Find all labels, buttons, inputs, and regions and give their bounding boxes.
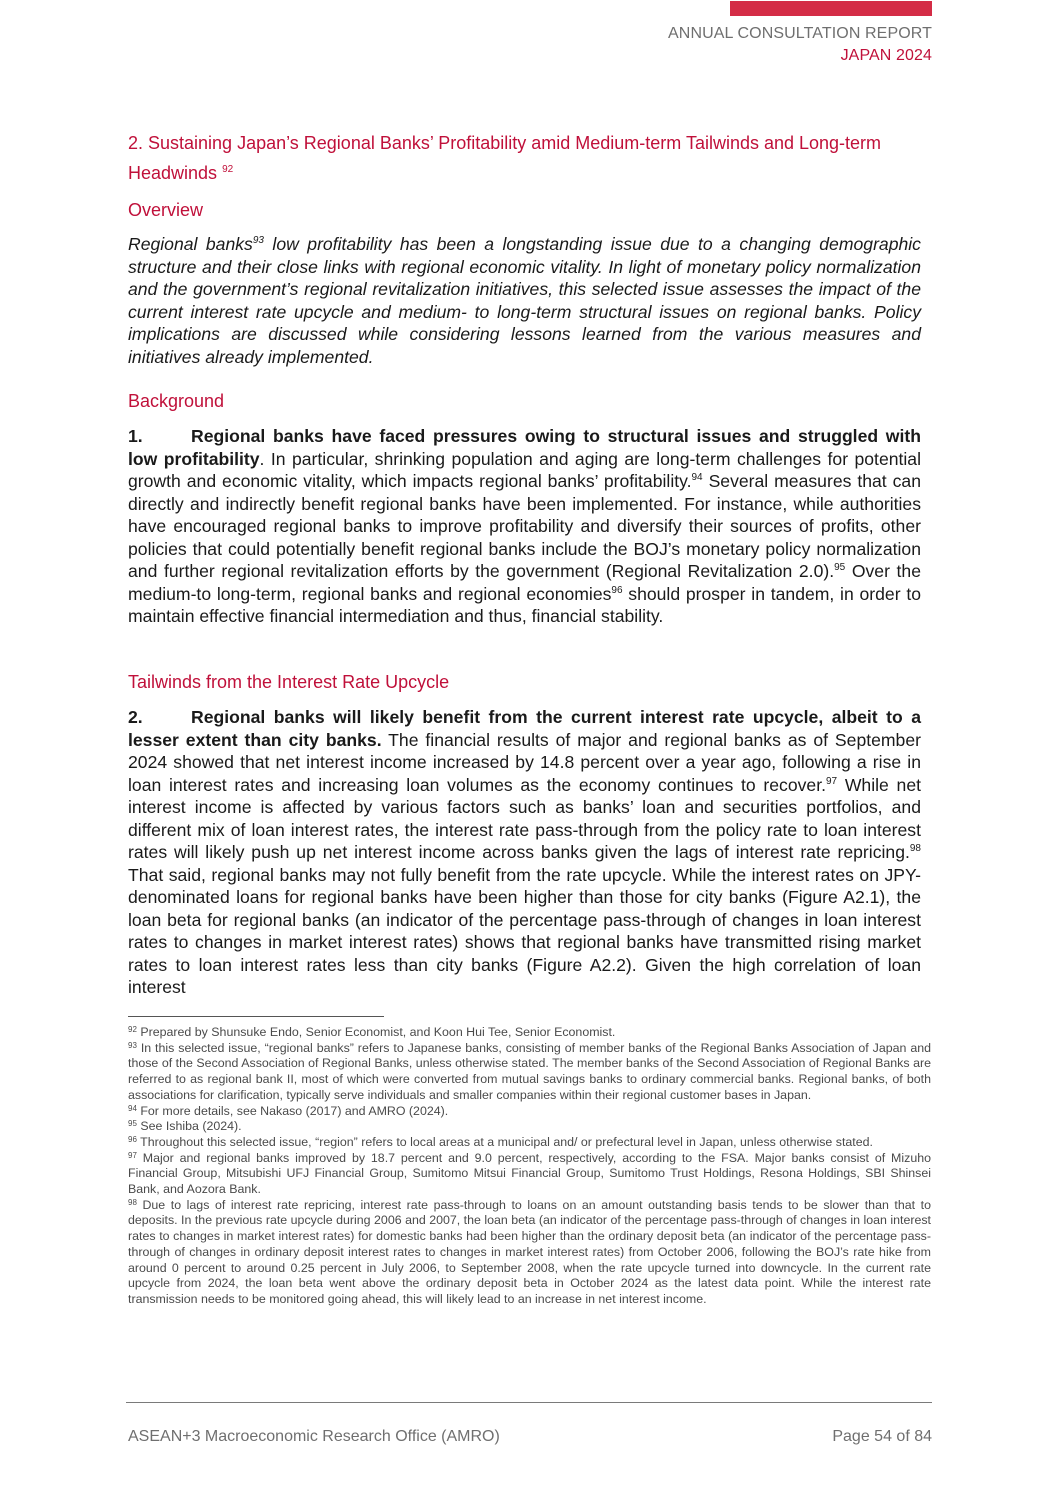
footnote-ref-92[interactable]: 92: [222, 164, 234, 175]
section-title-text: 2. Sustaining Japan’s Regional Banks’ Profitability amid Medium-term Tailwinds and Long-term Headwinds: [128, 133, 882, 183]
paragraph-lead: Regional banks will likely benefit from the current interest rate upcycle, albeit to a lesser extent than city banks.: [128, 707, 921, 750]
report-title: ANNUAL CONSULTATION REPORT: [668, 25, 932, 42]
footnote-95: $^{95}$ See Ishiba (2024).: [128, 1119, 242, 1134]
footnote-94: $^{94}$ For more details, see Nakaso (2017) and AMRO (2024).: [128, 1103, 449, 1118]
tailwinds-heading: Tailwinds from the Interest Rate Upcycle: [128, 672, 450, 692]
footnote-ref-93[interactable]: 93: [252, 235, 264, 246]
footnote-divider: [128, 1016, 384, 1017]
footnote-97: $^{97}$ Major and regional banks improved by 18.7 percent and 9.0 percent, respectively, according to the FSA. Major banks consist of Mizuho Financial Group, Mitsubishi UFJ Financial Group, Sumitomo Mitsui Financial Group, Sumitomo Trust Holdings, Resona Holdings, SBI Shinsei Bank, and Aozora Bank.: [128, 1150, 931, 1197]
footnote-ref-97[interactable]: 97: [825, 775, 838, 787]
footnote-92: $^{92}$ Prepared by Shunsuke Endo, Senior Economist, and Koon Hui Tee, Senior Economist.: [128, 1025, 616, 1039]
footnote-ref-98[interactable]: 98: [909, 843, 921, 854]
paragraph-lead: Regional banks have faced pressures owing to structural issues and struggled with low profitability: [128, 426, 921, 469]
footnote-98: $^{98}$ Due to lags of interest rate repricing, interest rate pass-through to loans on an amount outstanding basis tends to be slower than that to deposits. In the previous rate upcycle during 2006 and 2007, the loan beta (an indicator of the percentage pass-through of changes in loan interest rates to changes in market interest rates) for domestic banks had been higher than the ordinary deposit beta (an indicator of the percentage pass-through of changes in ordinary deposit interest rates to changes in market interest rates) from October 2006, following the BOJ’s rate hike from around 0 percent to around 0.25 percent in July 2006, to September 2008, when the rate upcycle turned into downcycle. In the current rate upcycle from 2024, the loan beta went above the ordinary deposit beta in October 2024 as the latest data point. While the interest rate transmission needs to be monitored going ahead, this will likely lead to an increase in net interest income.: [128, 1197, 931, 1306]
section-title: [128, 128, 921, 188]
report-country-year: JAPAN 2024: [840, 47, 932, 64]
footnote-ref-96[interactable]: 96: [611, 584, 623, 596]
background-heading: Background: [128, 391, 225, 411]
footer-organization: ASEAN+3 Macroeconomic Research Office (AMRO): [128, 1428, 500, 1445]
paragraph-number: 2.: [128, 707, 143, 727]
footnote-96: $^{96}$ Throughout this selected issue, “region” refers to local areas at a municipal and/ or prefectural level in Japan, unless otherwise stated.: [128, 1134, 873, 1149]
background-paragraph: 1. Regional banks have faced pressures owing to structural issues and struggled with low profitability. In particular, shrinking population and aging are long-term challenges for potential growth and economic vitality, which impacts regional banks’ profitability.$^{94}$ Several measures that can directly and indirectly benefit regional banks have been implemented. For instance, while authorities have encouraged regional banks to improve profitability and diversify their sources of profits, other policies that could potentially benefit regional banks include the BOJ’s monetary policy normalization and further regional revitalization efforts by the government (Regional Revitalization 2.0).$^{95}$ Over the medium-to long-term, regional banks and regional economies$^{96}$ should prosper in tandem, in order to maintain effective financial intermediation and thus, financial stability.: [128, 426, 922, 626]
footnote-ref-95[interactable]: 95: [834, 562, 846, 573]
header-accent-bar: [730, 1, 932, 16]
footer-divider: [126, 1402, 932, 1403]
page-number: Page 54 of 84: [832, 1428, 932, 1445]
footnotes: [128, 1025, 931, 1308]
overview-heading: Overview: [128, 200, 204, 220]
tailwinds-paragraph: 2. Regional banks will likely benefit from the current interest rate upcycle, albeit to a lesser extent than city banks. The financial results of major and regional banks as of September 2024 showed that net interest income increased by 14.8 percent over a year ago, following a rise in loan interest rates and increasing loan volumes as the economy continues to recover.$^{97}$ While net interest income is affected by various factors such as banks’ loan and securities portfolios, and different mix of loan interest rates, the interest rate pass-through from the policy rate to loan interest rates will likely push up net interest income across banks given the lags of interest rate repricing.$^{98}$ That said, regional banks may not fully benefit from the rate upcycle. While the interest rates on JPY-denominated loans for regional banks have been higher than those for city banks (Figure A2.1), the loan beta for regional banks (an indicator of the percentage pass-through of changes in loan interest rates to changes in market interest rates) shows that regional banks have transmitted rising market rates to loan interest rates less than city banks (Figure A2.2). Given the high correlation of loan interest: [128, 707, 921, 997]
footnote-93: $^{93}$ In this selected issue, “regional banks” refers to Japanese banks, consisting of member banks of the Regional Banks Association of Japan and those of the Second Association of Regional Banks, unless otherwise stated. The member banks of the Second Association of Regional Banks are referred to as regional bank II, most of which were converted from mutual savings banks to ordinary commercial banks. Regional banks, of both associations for clarification, typically serve individuals and smaller companies within their regional customer bases in Japan.: [128, 1040, 931, 1102]
overview-paragraph: Regional banks$^{93}$ low profitability has been a longstanding issue due to a changing demographic structure and their close links with regional economic vitality. In light of monetary policy normalization and the government’s regional revitalization initiatives, this selected issue assesses the impact of the current interest rate upcycle and medium- to long-term structural issues on regional banks. Policy implications are discussed while considering lessons learned from the various measures and initiatives already implemented.: [128, 234, 921, 367]
footnote-ref-94[interactable]: 94: [691, 472, 703, 483]
paragraph-number: 1.: [128, 426, 143, 446]
